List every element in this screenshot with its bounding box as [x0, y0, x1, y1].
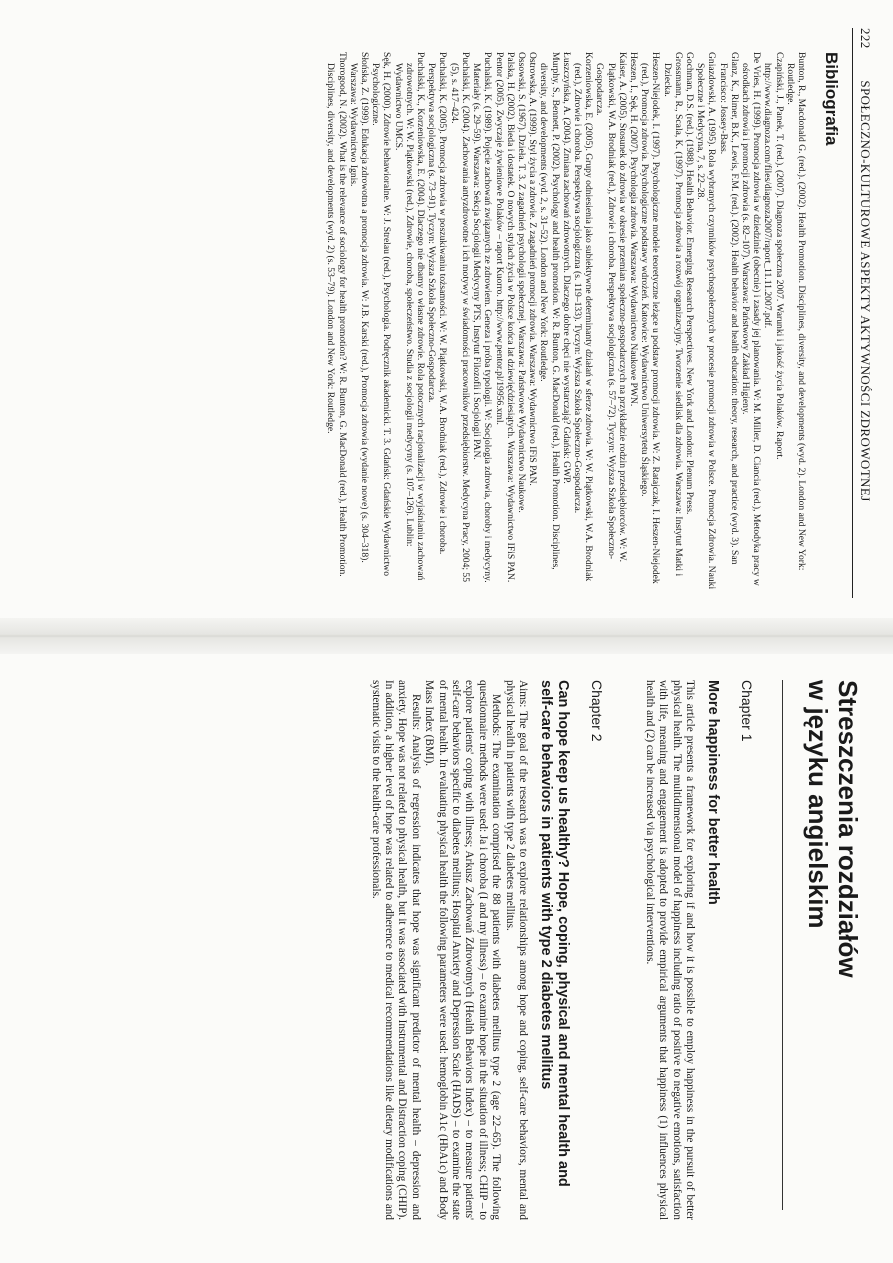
bibliography-entry: Murphy, S., Bennett, P. (2002). Psychology and health promotion. W: R. Bunton, G. MacDonald (red.), Health Promotion. Disciplines, diversity, and developments (wyd. 2, s. 31–52). London and New York: Routledge.	[538, 52, 561, 570]
bibliography-entry: Łuszczyńska, A. (2004). Zmiana zachowań zdrowotnych. Dlaczego dobre chęci nie wystarczają? Gdańsk: GWP.	[560, 52, 572, 484]
bibliography-entry: Kaiser, A. (2005). Stosunek do zdrowia w okresie przemian społeczno-gospodarczych na przykładzie rodzin przedsiębiorców. W: W. Piątkowski, W.A. Brodniak (red.), Zdrowie i choroba. Perspektywa socjologiczna (s. 57–72). Tyczyn: Wyższa Szkoła Społeczno-Gospodarcza.	[594, 52, 628, 562]
bibliography-entry: Puchalski, K., Korzeniowska, E. (2004). Dlaczego nie dbamy o własne zdrowie. Rola potocznych racjonalizacji w wyjaśnianiu zachowań zdrowotnych. W: W. Piątkowski (red.), Zdrowie, choroba, społeczeństwo. Studia z socjologii medycyny (s. 107–126). Lublin: Wydawnictwo UMCS.	[392, 52, 427, 581]
right-page	[0, 650, 893, 1263]
chapter-2-results: Results: Analysis of regression indicates that hope was significant predictor of mental health – depression and anxiety. Hope was not related to physical health, but it was associated with Instrumental and Distraction coping (CHIP). In addition, a higher level of hope was related to adherence to medical recommendations like dietary modifications and systematic visits to the health-care professionals.	[369, 680, 422, 1220]
bibliography-entry: Ossowski, S. (1967). Dzieła. T. 3. Z zagadnień psychologii społecznej. Warszawa: Państwowe Wydawnictwo Naukowe.	[515, 52, 527, 513]
running-head-title: SPOŁECZNO-KULTUROWE ASPEKTY AKTYWNOŚCI ZDROWOTNEJ	[858, 80, 873, 502]
chapter-1-label: Chapter 1	[739, 680, 755, 742]
bibliography-entry: Gniazdowski, A. (1995). Rola wybranych czynników psychospołecznych w procesie promocji zdrowia w Polsce. Promocja Zdrowia. Nauki Społeczne i Medycyna, 7, s. 22–28.	[695, 52, 718, 590]
bibliography-entry: Heszen, I., Sęk, H. (2007). Psychologia zdrowia. Warszawa: Wydawnictwo Naukowe PWN.	[627, 52, 639, 407]
chapter-1-title: More happiness for better health	[705, 680, 721, 905]
bibliography-entry: Grossmann, R., Scala, K. (1997). Promocja zdrowia a rozwój organizacyjny. Tworzenie siedlisk dla zdrowia. Warszawa: Instytut Matki i Dziecka.	[661, 52, 684, 577]
bibliography-entry: Puchalski, K. (1989). Pojęcie zachowań związanych ze zdrowiem. Geneza i próba typologii. W: Socjologia zdrowia, choroby i medycyny. Materiały (s. 29–59). Warszawa: Sekcja Socjologii Medycyny PTS, Instytut Filozofii i Socjologii PAN.	[471, 52, 494, 583]
summaries-title-line2: w języku angielskim	[803, 680, 833, 929]
bibliography-entry: Heszen-Niejodek, I. (1997). Psychologiczne modele teoretyczne leżące u podstaw promocji zdrowia. W: Z. Ratajczak, I. Heszen-Niejodek (red.), Promocja zdrowia. Psychologiczne podstawy wdrożeń. Katowice: Wydawnictwo Uniwersytetu Śląskiego.	[639, 52, 662, 584]
bibliography-list	[325, 52, 807, 592]
summaries-title	[803, 680, 863, 1220]
bibliography-entry: Sęk, H. (2000). Zdrowie behawioralne. W: J. Strelau (red.), Psychologia. Podręcznik akademicki. T. 3. Gdańsk: Gdańskie Wydawnictwo Psychologiczne.	[370, 52, 393, 577]
chapter-1-section	[642, 680, 755, 1220]
bibliography-entry: Bunton, R., Macdonald G. (red.). (2002). Health Promotion. Disciplines, diversity, and developments (wyd. 2). London and New York: Routledge.	[784, 52, 807, 571]
chapter-1-abstract: This article presents a framework for exploring if and how it is possible to employ happiness in the pursuit of better physical health. The multidimensional model of happiness including ratio of positive to negative emotions, satisfaction with life, meaning and engagement is adopted to provide empirical arguments that happiness (1) influences physical health and (2) can be increased via psychological interventions.	[643, 680, 696, 1220]
bibliography-entry: Ostrowska, A. (1999). Styl życia a zdrowie. Z zagadnień promocji zdrowia. Warszawa: Wydawnictwo IFiS PAN.	[527, 52, 539, 486]
bibliography-entry: Puchalski, K. (2004). Zachowania antyzdrowotne i ich motywy w świadomości pracowników przedsiębiorstw. Medycyna Pracy, 2004; 55 (5), s. 417–424.	[448, 52, 471, 583]
bibliography-entry: Gochman, D.S. (red.). (1988). Health Behavior. Emerging Research Perspectives. New York and London: Plenum Press.	[683, 52, 695, 515]
chapter-2-label: Chapter 2	[589, 680, 605, 742]
title-rule	[782, 680, 783, 1210]
chapter-2-methods: Methods: The examination comprised the 88 patients with diabetes mellitus type 2 (age 22–65). The following questionnaire methods were used: Ja i choroba (I and my illness) – to examine hope in the situation of illness; CHIP – to explore patients' coping with illness; Arkusz Zachowań Zdrowotnych (Health Behaviors Index) – to measure patients' self-care behaviors specific to diabetes mellitus; Hospital Anxiety and Depression Scale (HADS) – to examine the state of mental health. In evaluating physical health the following parameters were used: hemoglobin A1c (HbA1c) and Body Mass Index (BMI).	[423, 680, 503, 1220]
bibliography-entry: Palska, H. (2002). Bieda i dostatek. O nowych stylach życia w Polsce końca lat dziewięćdziesiątych. Warszawa: Wydawnictwo IFiS PAN.	[504, 52, 516, 583]
bibliography-title: Bibliografia	[822, 52, 841, 146]
bibliography-entry: De Vries, H. (1999). Promocja zdrowia w dziedzinie (obecnie) i zasady jej planowania. W: M. Miller, D. Ciancia (red.), Metodyka pracy w ośrodkach zdrowia i promocji zdrowia (s. 82–107). Warszawa: Państwowy Zakład Higieny.	[739, 52, 763, 586]
running-head	[857, 28, 873, 598]
bibliography-entry: Pentor (2005). Zwyczaje żywieniowe Polaków – raport Kuorro. http://www.pentor.pl/19956.xml.	[493, 52, 505, 425]
chapter-2-title: Can hope keep us healthy? Hope, coping, physical and mental health and self-care behaviors in patients with type 2 diabetes mellitus	[538, 680, 571, 1187]
chapter-2-section	[368, 680, 605, 1220]
header-rule	[852, 28, 853, 598]
bibliography-entry: Glanz, K., Rimer, B.K., Lewis, F.M. (red.). (2002). Health behavior and health education: theory, research, and practice (wyd. 3). San Francisco: Jossey-Bass.	[717, 52, 740, 565]
bibliography-entry: Czapiński, J., Panek, T. (red.). (2007). Diagnoza społeczna 2007. Warunki i jakość życia Polaków. Raport. http://www.diagnoza.com/files/diagnoza2007/raport_11.11.2007.pdf.	[762, 52, 785, 460]
summaries-title-line1: Streszczenia rozdziałów	[833, 680, 863, 978]
page-number: 222	[858, 28, 873, 49]
bibliography-entry: Thorogood, N. (2002). What is the relevance of sociology for health promotion? W: R. Bunton, G. MacDonald (red.), Health Promotion. Disciplines, diversity, and developments (wyd. 2) (s. 53–79). London and New York: Routledge.	[325, 52, 348, 577]
chapter-2-aims: Aims: The goal of the research was to explore relationships among hope and coping, self-care behaviors, mental and physical health in patients with type 2 diabetes mellitus.	[503, 680, 529, 1220]
bibliography-entry: Puchalski, K. (2005). Promocja zdrowia w poszukiwaniu tożsamości. W: W. Piątkowski, W.A. Brodniak (red.), Zdrowie i choroba. Perspektywa socjologiczna (s. 73–91). Tyczyn: Wyższa Szkoła Społeczno-Gospodarcza.	[426, 52, 449, 555]
book-gutter	[0, 618, 893, 654]
bibliography-entry: Słońska, Z. (1999). Edukacja zdrowotna a promocja zdrowia. W: J.B. Karski (red.), Promocja zdrowia (wydanie nowe) (s. 304–318). Warszawa: Wydawnictwo Ignis.	[347, 52, 371, 563]
bibliography-entry: Korzeniowska, E. (2005). Grupy odniesienia jako subiektywne determinanty działań w sferze zdrowia. W: W. Piątkowski, W.A. Brodniak (red.), Zdrowie i choroba. Perspektywa socjologiczna (s. 119–133). Tyczyn: Wyższa Szkoła Społeczno-Gospodarcza.	[571, 52, 595, 582]
left-page	[0, 0, 893, 620]
